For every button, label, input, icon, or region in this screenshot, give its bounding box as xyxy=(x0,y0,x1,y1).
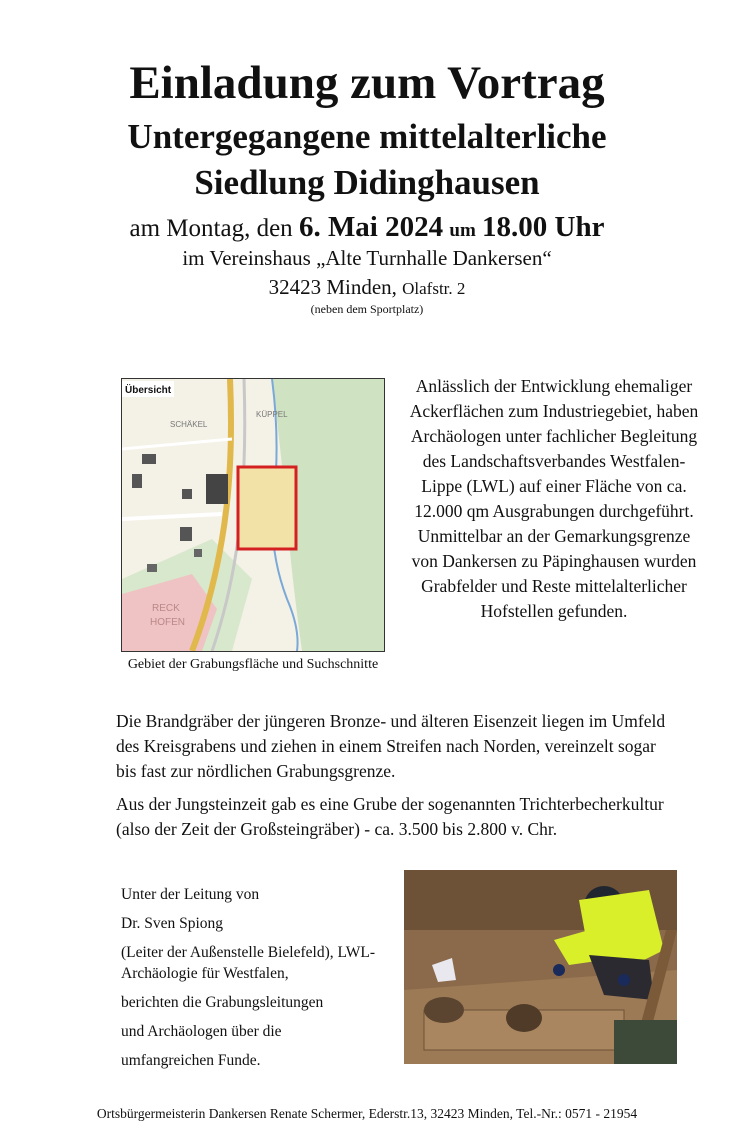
map-label-schaekel: SCHÄKEL xyxy=(170,420,208,429)
map-caption: Gebiet der Grabungsfläche und Suchschnitte xyxy=(127,657,379,672)
event-date: 6. Mai 2024 xyxy=(298,211,444,243)
location-note: (neben dem Sportplatz) xyxy=(310,302,424,316)
intro-text: Anlässlich der Entwicklung ehemaliger Ackerflächen zum Industriegebiet, haben Archäologen unter fachlicher Begleitung des Landschaftsverbandes Westfalen-Lippe (LWL) auf einer Fläche von ca. 12.000 qm Ausgrabungen durchgeführt. Unmittelbar an der Gemarkungsgrenze von Dankersen zu Päpinghausen wurden Grabfelder und Reste mittelalterlicher Hofstellen gefunden. xyxy=(409,376,699,621)
event-time: 18.00 Uhr xyxy=(482,211,605,243)
lead-line-2: Dr. Sven Spiong xyxy=(121,915,224,932)
footer-contact: Ortsbürgermeisterin Dankersen Renate Schermer, Ederstr.13, 32423 Minden, Tel.-Nr.: 0571 - 21954 xyxy=(96,1106,638,1121)
lead-line-6: umfangreichen Funde. xyxy=(121,1052,261,1069)
venue: im Vereinshaus „Alte Turnhalle Dankersen“ xyxy=(182,246,552,270)
street: Olafstr. 2 xyxy=(402,279,466,298)
excavation-photo xyxy=(404,870,677,1064)
city: 32423 Minden, xyxy=(268,275,397,299)
page-title: Einladung zum Vortrag xyxy=(129,57,605,109)
time-prefix: um xyxy=(449,220,476,241)
lead-block xyxy=(121,884,391,1079)
lead-line-5: und Archäologen über die xyxy=(121,1023,282,1040)
paragraph-bronze-age: Die Brandgräber der jüngeren Bronze- und älteren Eisenzeit liegen im Umfeld des Kreisgrabens und ziehen in einem Streifen nach Norden, vereinzelt sogar bis fast zur nördlichen Grabungsgrenze. xyxy=(116,711,666,781)
map-label-kueppel: KÜPPEL xyxy=(256,410,288,419)
lead-line-3: (Leiter der Außenstelle Bielefeld), LWL-Archäologie für Westfalen, xyxy=(121,944,376,982)
subtitle-line-2: Siedlung Didinghausen xyxy=(194,163,540,202)
date-prefix: am Montag, den xyxy=(129,215,293,242)
paragraph-neolithic: Aus der Jungsteinzeit gab es eine Grube der sogenannten Trichterbecherkultur (also der Zeit der Großsteingräber) - ca. 3.500 bis 2.800 v. Chr. xyxy=(116,794,664,839)
map-label-reck: RECK xyxy=(152,603,180,614)
lead-line-4: berichten die Grabungsleitungen xyxy=(121,994,324,1011)
map-label-overview: Übersicht xyxy=(125,385,172,396)
excavation-map xyxy=(121,378,385,652)
date-line xyxy=(0,210,734,245)
lead-line-1: Unter der Leitung von xyxy=(121,886,260,903)
subtitle-line-1: Untergegangene mittelalterliche xyxy=(127,117,607,156)
city-line xyxy=(0,275,734,300)
map-label-hofen: HOFEN xyxy=(150,617,185,628)
